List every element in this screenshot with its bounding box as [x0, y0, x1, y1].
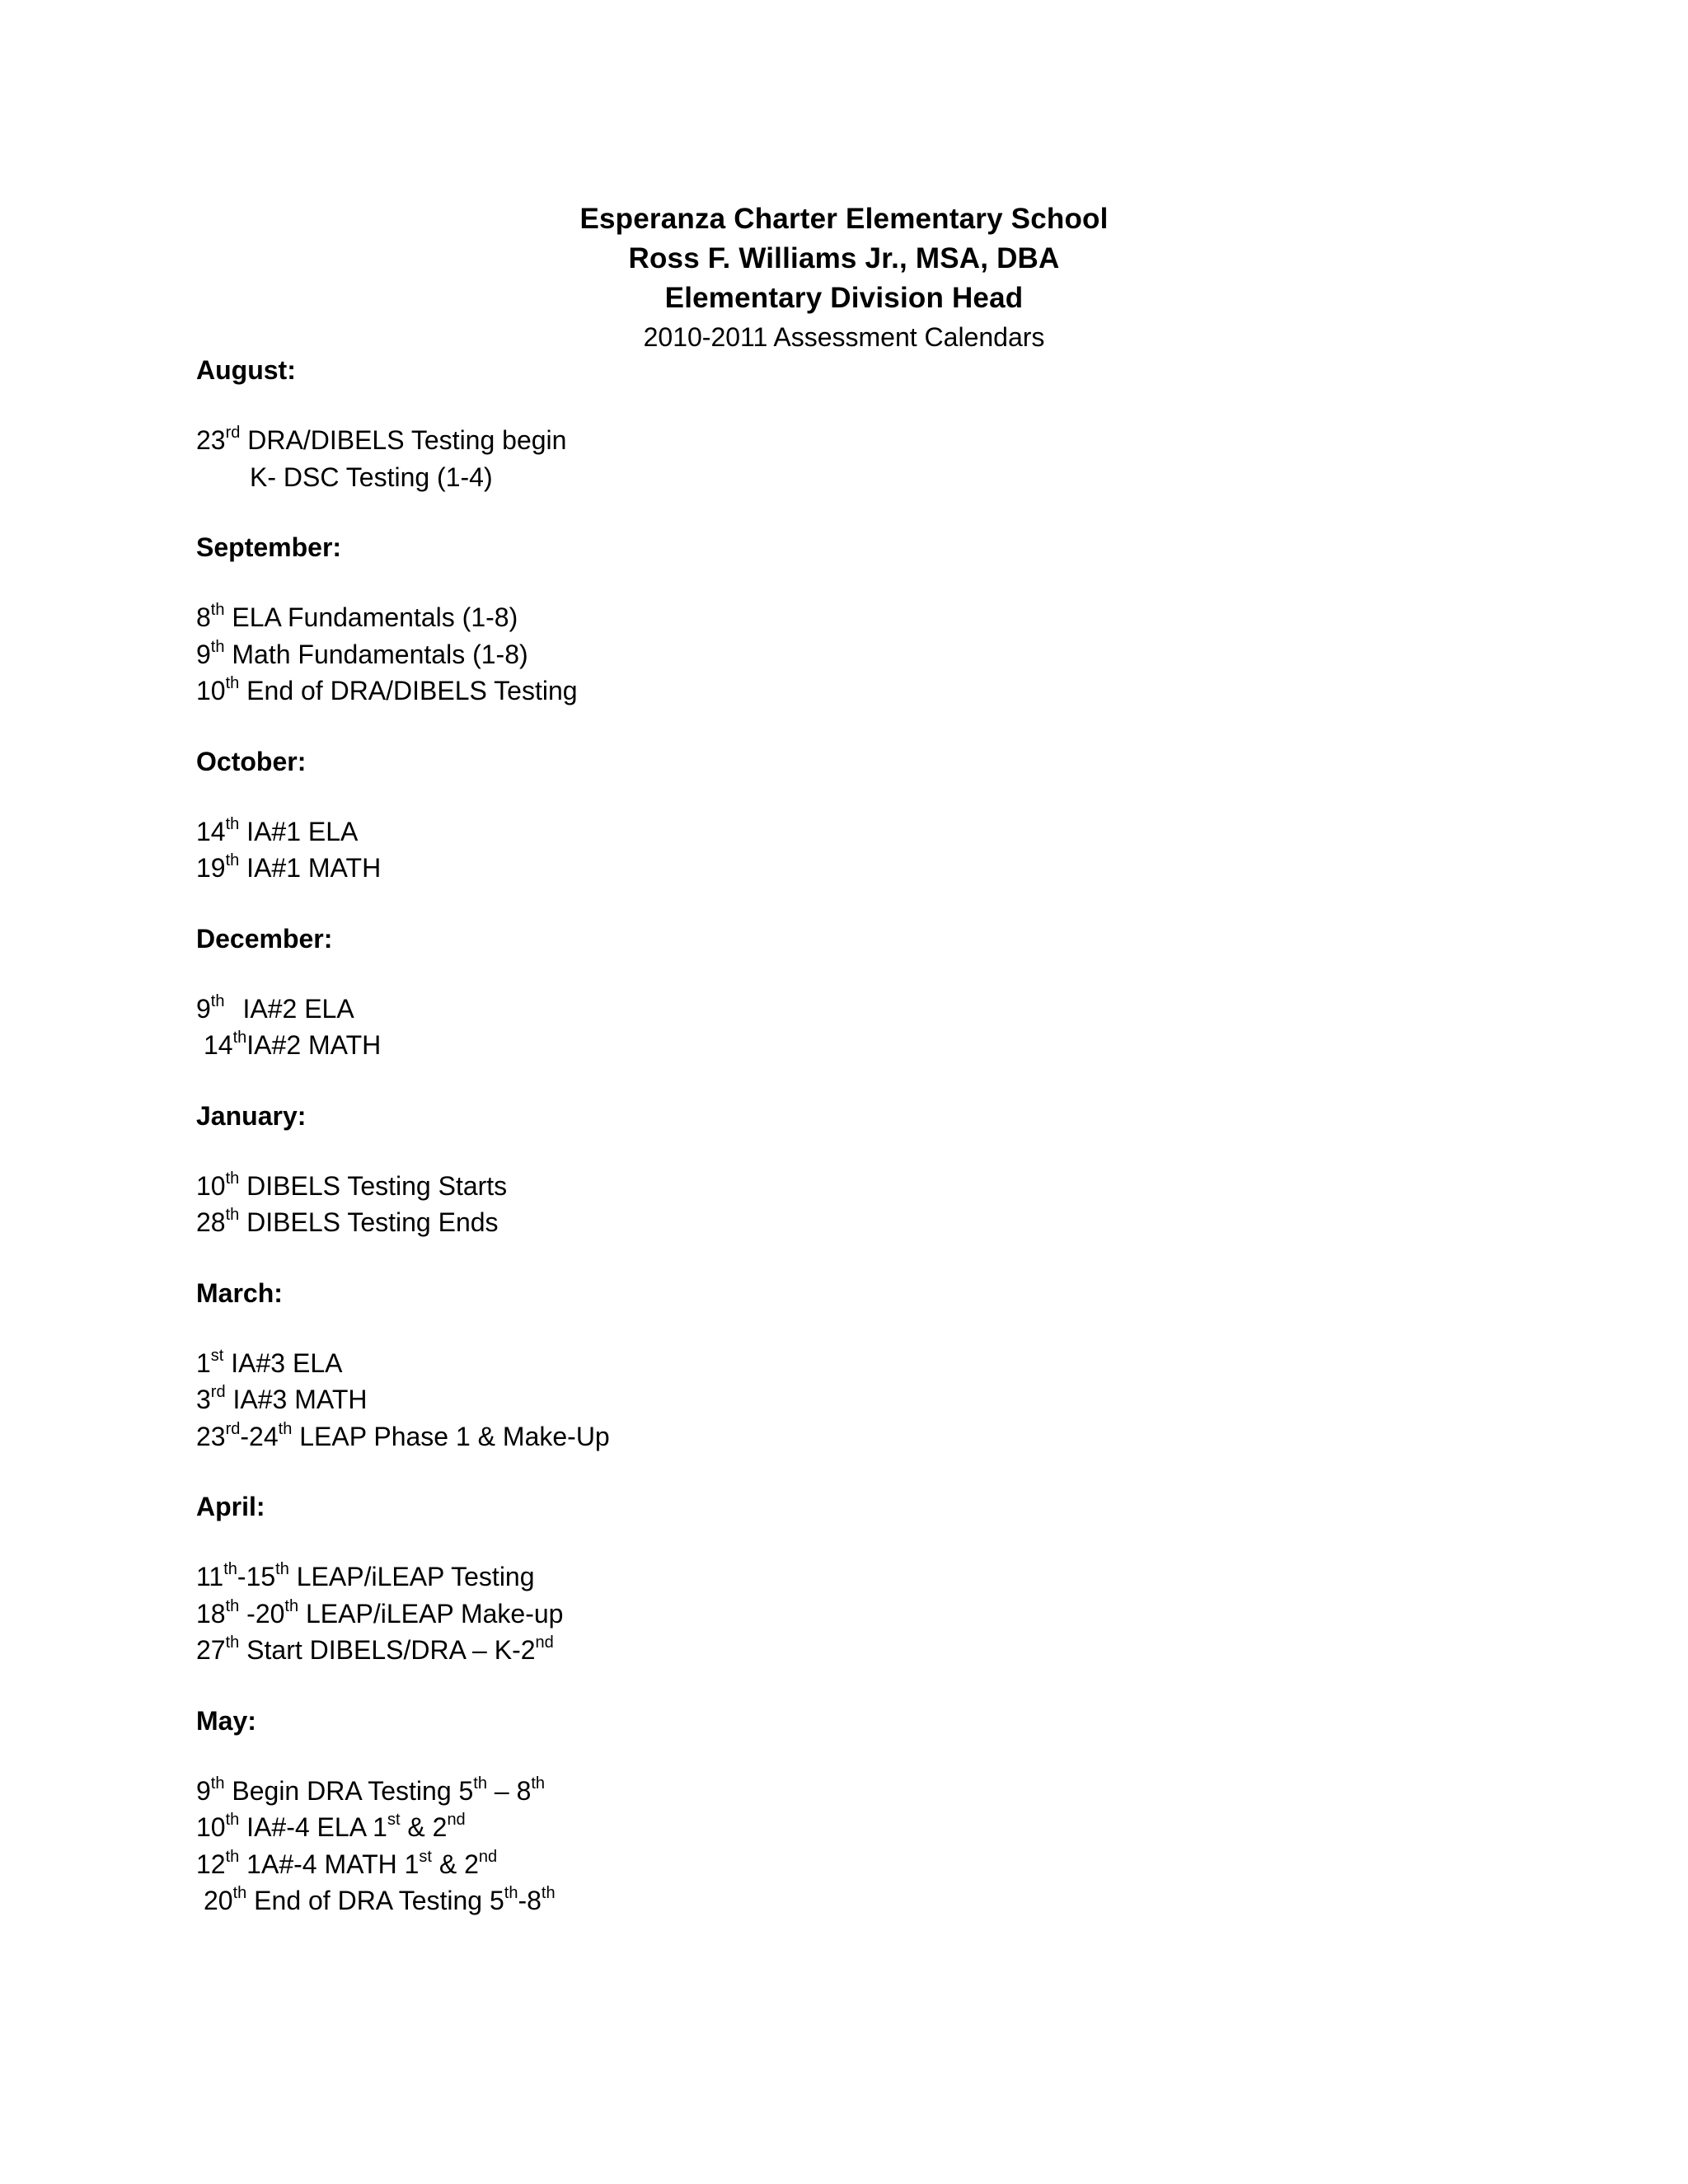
month-entries-may — [196, 1773, 1515, 1919]
month-entries-september — [196, 599, 1515, 710]
calendar-entry: 9th IA#2 ELA — [196, 991, 354, 1024]
calendar-entry: 14th IA#1 ELA — [196, 814, 359, 846]
calendar-entry: 12th 1A#-4 MATH 1st & 2nd — [196, 1847, 498, 1879]
calendar-entry: 3rd IA#3 MATH — [196, 1383, 368, 1414]
calendar-entry: 19th IA#1 MATH — [196, 851, 382, 883]
calendar-content — [196, 351, 1515, 1952]
document-subtitle: 2010-2011 Assessment Calendars — [643, 322, 1045, 352]
calendar-entry: 28th DIBELS Testing Ends — [196, 1206, 499, 1237]
month-entries-december — [196, 991, 1515, 1064]
month-entries-january — [196, 1168, 1515, 1241]
month-heading-january: January: — [196, 1100, 307, 1131]
month-heading-march: March: — [196, 1277, 283, 1308]
calendar-entry: 23rd-24th LEAP Phase 1 & Make-Up — [196, 1419, 610, 1451]
author-name: Ross F. Williams Jr., MSA, DBA — [628, 242, 1060, 274]
month-heading-october: October: — [196, 746, 307, 776]
month-heading-december: December: — [196, 923, 333, 954]
calendar-entry: 23rd DRA/DIBELS Testing begin — [196, 424, 567, 455]
calendar-entry: 20th End of DRA Testing 5th-8th — [204, 1884, 556, 1915]
calendar-entry: 1st IA#3 ELA — [196, 1346, 343, 1378]
month-heading-august: August: — [196, 355, 296, 385]
calendar-entry: 8th ELA Fundamentals (1-8) — [196, 601, 518, 632]
document-header — [0, 199, 1688, 356]
calendar-entry: 18th -20th LEAP/iLEAP Make-up — [196, 1596, 564, 1629]
calendar-entry: 14thIA#2 MATH — [204, 1029, 382, 1060]
month-heading-may: May: — [196, 1705, 256, 1736]
calendar-entry: 10th DIBELS Testing Starts — [196, 1169, 508, 1201]
month-heading-september: September: — [196, 532, 342, 562]
school-name: Esperanza Charter Elementary School — [579, 203, 1109, 235]
calendar-entry: K- DSC Testing (1-4) — [250, 462, 493, 492]
author-role: Elementary Division Head — [664, 282, 1024, 314]
calendar-entry: 9th Begin DRA Testing 5th – 8th — [196, 1774, 546, 1806]
month-heading-april: April: — [196, 1492, 265, 1521]
calendar-entry: 11th-15th LEAP/iLEAP Testing — [196, 1560, 535, 1591]
calendar-entry: 9th Math Fundamentals (1-8) — [196, 637, 528, 669]
calendar-entry: 10th End of DRA/DIBELS Testing — [196, 674, 578, 705]
month-entries-august — [196, 422, 1515, 495]
calendar-entry: 10th IA#-4 ELA 1st & 2nd — [196, 1811, 466, 1842]
month-entries-march — [196, 1345, 1515, 1455]
calendar-entry: 27th Start DIBELS/DRA – K-2nd — [196, 1633, 554, 1665]
month-entries-april — [196, 1558, 1515, 1669]
month-entries-october — [196, 813, 1515, 887]
